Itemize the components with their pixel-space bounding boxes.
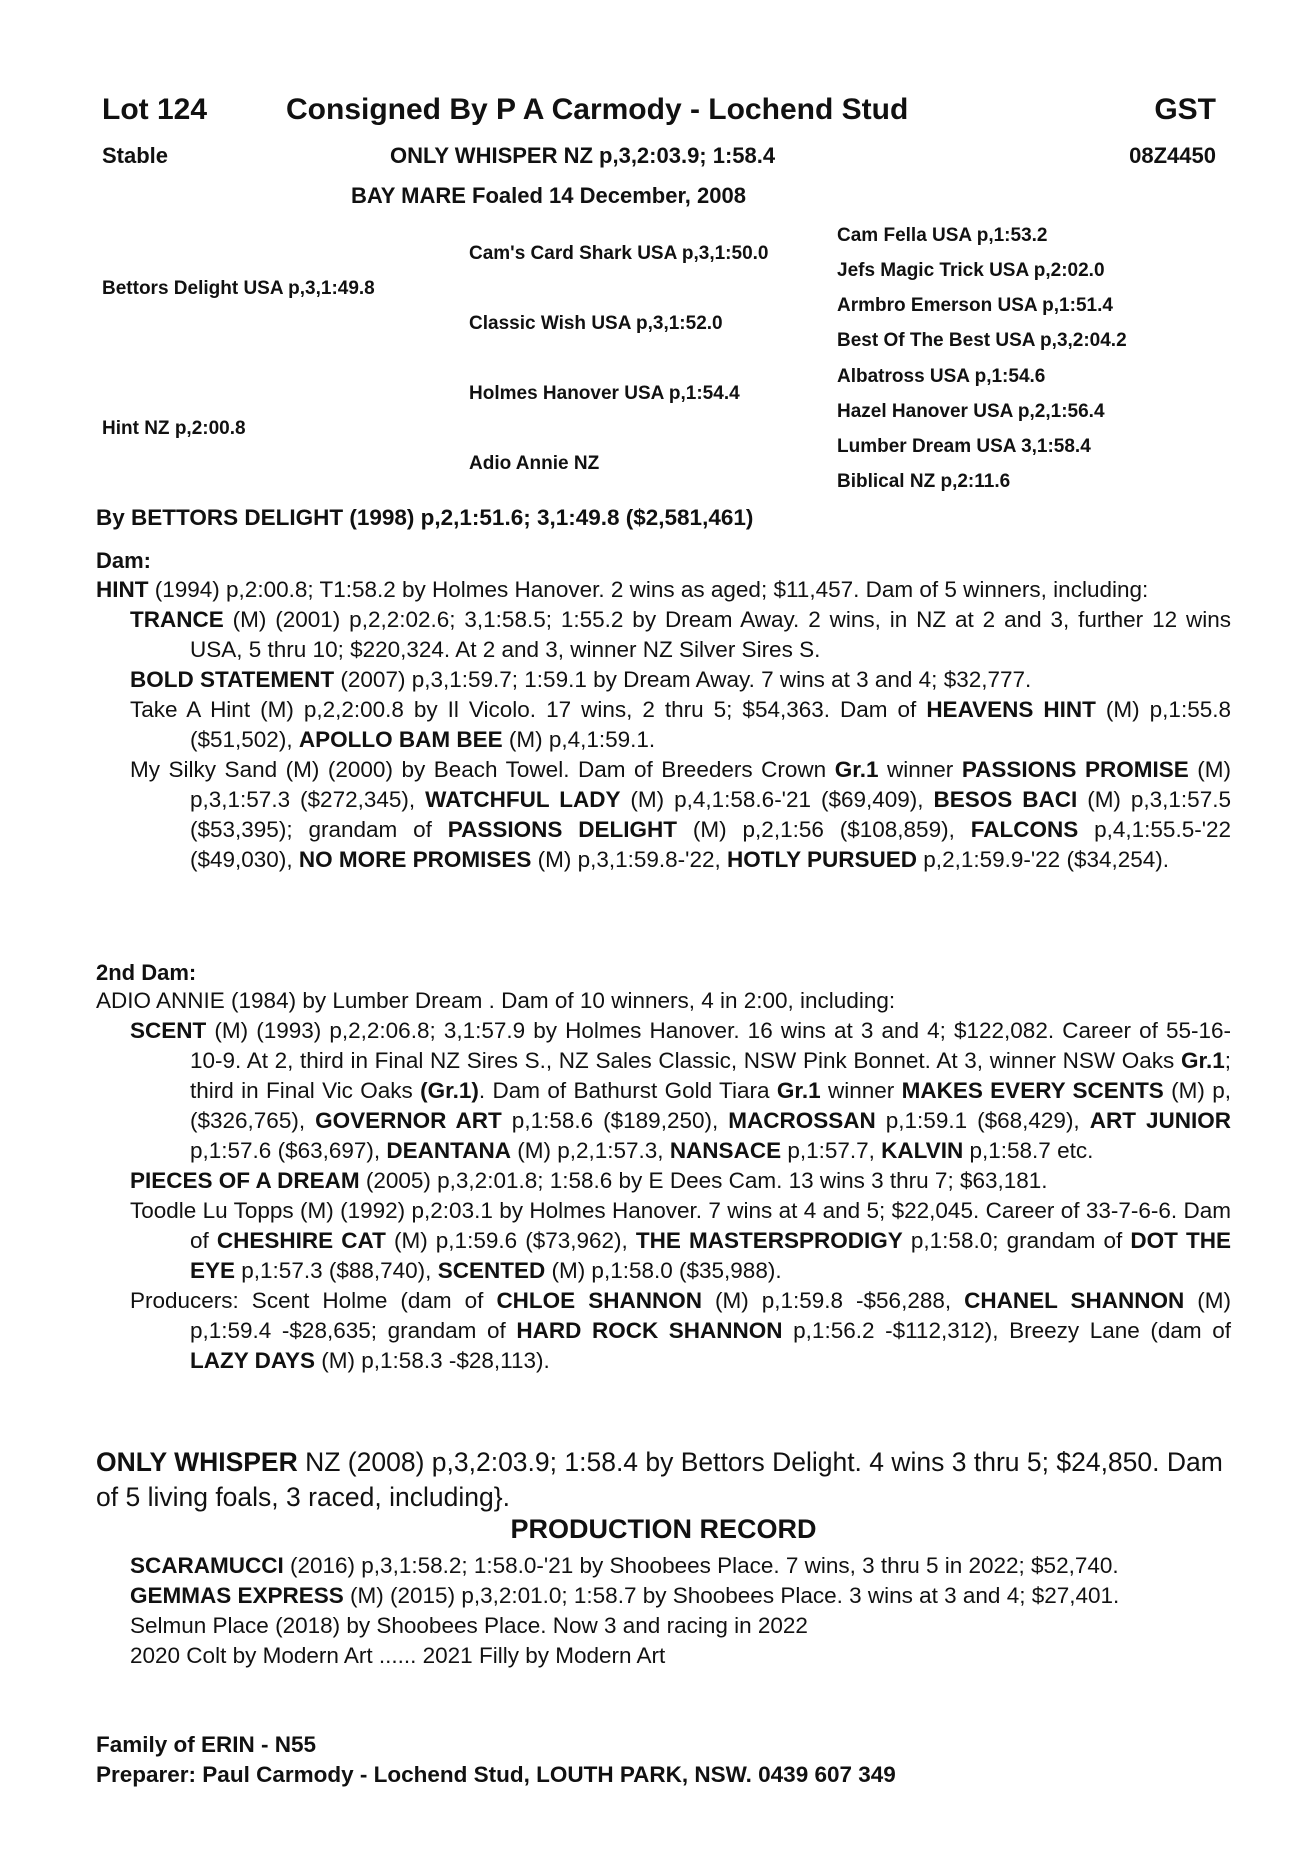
foaled-line: BAY MARE Foaled 14 December, 2008 xyxy=(351,183,746,208)
reference-code: 08Z4450 xyxy=(1129,143,1216,168)
pedigree-gen3-5: Albatross USA p,1:54.6 xyxy=(837,366,1046,387)
state-code: GST xyxy=(1154,93,1216,126)
second-dam-progeny-entry: Toodle Lu Topps (M) (1992) p,2:03.1 by Holmes Hanover. 7 wins at 4 and 5; $22,045. Career of 33-7-6-6. Dam of CHESHIRE CAT (M) p,1:59.6 ($73,962), THE MASTERSPRODIGY p,1:58.0; grandam of DOT THE EYE p,1:57.3 ($88,740), SCENTED (M) p,1:58.0 ($35,988). xyxy=(130,1198,1231,1283)
dam-text: (1994) p,2:00.8; T1:58.2 by Holmes Hanover. 2 wins as aged; $11,457. Dam of 5 winners, including: xyxy=(148,577,1149,602)
dam-progeny-entry: BOLD STATEMENT (2007) p,3,1:59.7; 1:59.1 by Dream Away. 7 wins at 3 and 4; $32,777. xyxy=(130,667,1032,692)
pedigree-dam: Hint NZ p,2:00.8 xyxy=(102,418,246,439)
pedigree-gen3-2: Jefs Magic Trick USA p,2:02.0 xyxy=(837,260,1105,281)
dam-heading: Dam: xyxy=(96,548,152,573)
production-list xyxy=(96,1551,1231,1671)
dam-progeny-entry: Take A Hint (M) p,2,2:00.8 by Il Vicolo. 17 wins, 2 thru 5; $54,363. Dam of HEAVENS HINT (M) p,1:55.8 ($51,502), APOLLO BAM BEE (M) p,4,1:59.1. xyxy=(130,697,1231,752)
dam-section xyxy=(96,575,1231,875)
second-dam-progeny-entry: Producers: Scent Holme (dam of CHLOE SHANNON (M) p,1:59.8 -$56,288, CHANEL SHANNON (M) p,1:59.4 -$28,635; grandam of HARD ROCK SHANNON p,1:56.2 -$112,312), Breezy Lane (dam of LAZY DAYS (M) p,1:58.3 -$28,113). xyxy=(130,1288,1231,1373)
production-entry: GEMMAS EXPRESS (M) (2015) p,3,2:01.0; 1:58.7 by Shoobees Place. 3 wins at 3 and 4; $27,401. xyxy=(130,1583,1120,1608)
pedigree-gen3-8: Biblical NZ p,2:11.6 xyxy=(837,471,1011,492)
production-heading: PRODUCTION RECORD xyxy=(510,1514,817,1544)
subject-text: NZ (2008) p,3,2:03.9; 1:58.4 by Bettors Delight. 4 wins 3 thru 5; $24,850. Dam of 5 living foals, 3 raced, including}. xyxy=(96,1447,1223,1512)
production-entry: 2020 Colt by Modern Art ...... 2021 Filly by Modern Art xyxy=(130,1643,666,1668)
by-line: By BETTORS DELIGHT (1998) p,2,1:51.6; 3,1:49.8 ($2,581,461) xyxy=(96,505,754,530)
dam-main xyxy=(96,575,1231,605)
pedigree-gen3-3: Armbro Emerson USA p,1:51.4 xyxy=(837,295,1113,316)
preparer-line: Preparer: Paul Carmody - Lochend Stud, LOUTH PARK, NSW. 0439 607 349 xyxy=(96,1762,896,1787)
second-dam-main: ADIO ANNIE (1984) by Lumber Dream . Dam of 10 winners, 4 in 2:00, including: xyxy=(96,988,896,1013)
stable-label: Stable xyxy=(102,143,169,168)
pedigree-gen3-1: Cam Fella USA p,1:53.2 xyxy=(837,225,1048,246)
dam-progeny-entry: My Silky Sand (M) (2000) by Beach Towel. Dam of Breeders Crown Gr.1 winner PASSIONS PROMISE (M) p,3,1:57.3 ($272,345), WATCHFUL LADY (M) p,4,1:58.6-'21 ($69,409), BESOS BACI (M) p,3,1:57.5 ($53,395); grandam of PASSIONS DELIGHT (M) p,2,1:56 ($108,859), FALCONS p,4,1:55.5-'22 ($49,030), NO MORE PROMISES (M) p,3,1:59.8-'22, HOTLY PURSUED p,2,1:59.9-'22 ($34,254). xyxy=(130,757,1232,872)
second-dam-heading: 2nd Dam: xyxy=(96,960,197,985)
subject-summary xyxy=(96,1445,1231,1515)
second-dam-progeny-entry: SCENT (M) (1993) p,2,2:06.8; 3,1:57.9 by Holmes Hanover. 16 wins at 3 and 4; $122,082. Career of 55-16-10-9. At 2, third in Final NZ Sires S., NZ Sales Classic, NSW Pink Bonnet. At 3, winner NSW Oaks Gr.1; third in Final Vic Oaks (Gr.1). Dam of Bathurst Gold Tiara Gr.1 winner MAKES EVERY SCENTS (M) p, ($326,765), GOVERNOR ART p,1:58.6 ($189,250), MACROSSAN p,1:59.1 ($68,429), ART JUNIOR p,1:57.6 ($63,697), DEANTANA (M) p,2,1:57.3, NANSACE p,1:57.7, KALVIN p,1:58.7 etc. xyxy=(130,1018,1232,1163)
dam-progeny-entry: TRANCE (M) (2001) p,2,2:02.6; 3,1:58.5; 1:55.2 by Dream Away. 2 wins, in NZ at 2 and 3, further 12 wins USA, 5 thru 10; $220,324. At 2 and 3, winner NZ Silver Sires S. xyxy=(130,607,1231,662)
production-entry: SCARAMUCCI (2016) p,3,1:58.2; 1:58.0-'21 by Shoobees Place. 7 wins, 3 thru 5 in 2022; $52,740. xyxy=(130,1553,1119,1578)
consignor: Consigned By P A Carmody - Lochend Stud xyxy=(286,93,909,126)
pedigree-gen3-6: Hazel Hanover USA p,2,1:56.4 xyxy=(837,401,1105,422)
pedigree-sire-sire: Cam's Card Shark USA p,3,1:50.0 xyxy=(469,243,769,264)
pedigree-gen3-7: Lumber Dream USA 3,1:58.4 xyxy=(837,436,1091,457)
production-entry: Selmun Place (2018) by Shoobees Place. Now 3 and racing in 2022 xyxy=(130,1613,808,1638)
pedigree-sire-dam: Classic Wish USA p,3,1:52.0 xyxy=(469,313,723,334)
second-dam-section xyxy=(96,986,1231,1376)
second-dam-progeny-entry: PIECES OF A DREAM (2005) p,3,2:01.8; 1:58.6 by E Dees Cam. 13 wins 3 thru 7; $63,181. xyxy=(130,1168,1048,1193)
lot-number: Lot 124 xyxy=(102,93,208,126)
dam-progeny-list xyxy=(96,605,1231,875)
subject-name: ONLY WHISPER xyxy=(96,1447,298,1477)
pedigree-gen3-4: Best Of The Best USA p,3,2:04.2 xyxy=(837,330,1127,351)
horse-title: ONLY WHISPER NZ p,3,2:03.9; 1:58.4 xyxy=(390,143,776,168)
pedigree-dam-sire: Holmes Hanover USA p,1:54.4 xyxy=(469,383,740,404)
second-dam-progeny-list xyxy=(96,1016,1231,1376)
dam-name: HINT xyxy=(96,577,149,602)
pedigree-dam-dam: Adio Annie NZ xyxy=(469,453,600,474)
family-line: Family of ERIN - N55 xyxy=(96,1732,317,1757)
pedigree-sire: Bettors Delight USA p,3,1:49.8 xyxy=(102,278,375,299)
